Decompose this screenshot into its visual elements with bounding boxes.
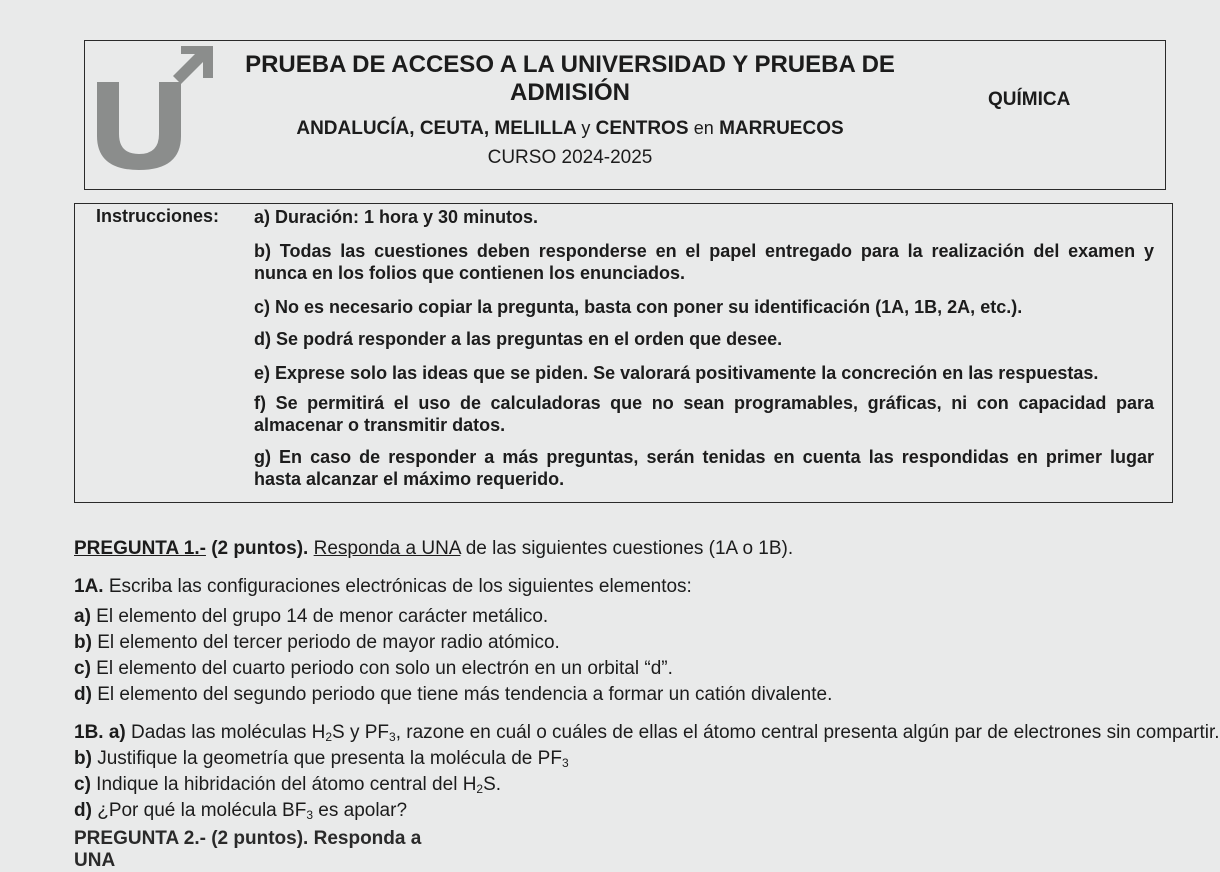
instruction-a: a) Duración: 1 hora y 30 minutos.: [254, 207, 539, 227]
question-1a-item-a: a) El elemento del grupo 14 de menor carácter metálico.: [74, 606, 549, 627]
instructions-label: Instrucciones:: [96, 206, 220, 226]
exam-title-line1: PRUEBA DE ACCESO A LA UNIVERSIDAD Y PRUEBA DE: [245, 51, 895, 78]
exam-subject: QUÍMICA: [988, 89, 1071, 110]
question-1a-item-d: d) El elemento del segundo periodo que tiene más tendencia a formar un catión divalente.: [74, 684, 833, 705]
question-1b-item-d: d) ¿Por qué la molécula $BF_3$ es apolar?: [74, 800, 408, 822]
question-1b-item-b: b) Justifique la geometría que presenta la molécula de $PF_3$: [74, 748, 569, 770]
question-1a-statement: 1A. Escriba las configuraciones electrónicas de los siguientes elementos:: [74, 576, 692, 597]
question-1b-item-c: c) Indique la hibridación del átomo central del $H_2S$.: [74, 774, 502, 796]
next-question-cut-off: PREGUNTA 2.- (2 puntos). Responda a UNA: [74, 828, 422, 871]
question-1b-item-a: 1B. a) Dadas las moléculas $H_2S$ y $PF_3$, razone en cuál o cuáles de ellas el átomo central presenta algún par de electrones sin compartir.: [74, 722, 1220, 744]
instruction-d: d) Se podrá responder a las preguntas en el orden que desee.: [254, 329, 783, 349]
question-1a-item-b: b) El elemento del tercer periodo de mayor radio atómico.: [74, 632, 560, 653]
exam-course: CURSO 2024-2025: [487, 147, 653, 168]
instruction-c: c) No es necesario copiar la pregunta, basta con poner su identificación (1A, 1B, 2A, etc.).: [254, 297, 1023, 317]
question-1-heading: PREGUNTA 1.- (2 puntos). Responda a UNA de las siguientes cuestiones (1A o 1B).: [74, 538, 794, 559]
instruction-e: e) Exprese solo las ideas que se piden. Se valorará positivamente la concreción en las respuestas.: [254, 363, 1099, 383]
instruction-b: b) Todas las cuestiones deben responderse en el papel entregado para la realización del examen y nunca en los folios que contienen los enunciados.: [254, 241, 1154, 283]
instruction-g: g) En caso de responder a más preguntas, serán tenidas en cuenta las respondidas en primer lugar hasta alcanzar el máximo requerido.: [254, 447, 1154, 489]
question-1a-item-c: c) El elemento del cuarto periodo con solo un electrón en un orbital “d”.: [74, 658, 673, 679]
instruction-f: f) Se permitirá el uso de calculadoras que no sean programables, gráficas, ni con capacidad para almacenar o transmitir datos.: [254, 393, 1154, 435]
exam-region: ANDALUCÍA, CEUTA, MELILLA y CENTROS en MARRUECOS: [296, 118, 844, 139]
exam-title-line2: ADMISIÓN: [510, 79, 630, 106]
